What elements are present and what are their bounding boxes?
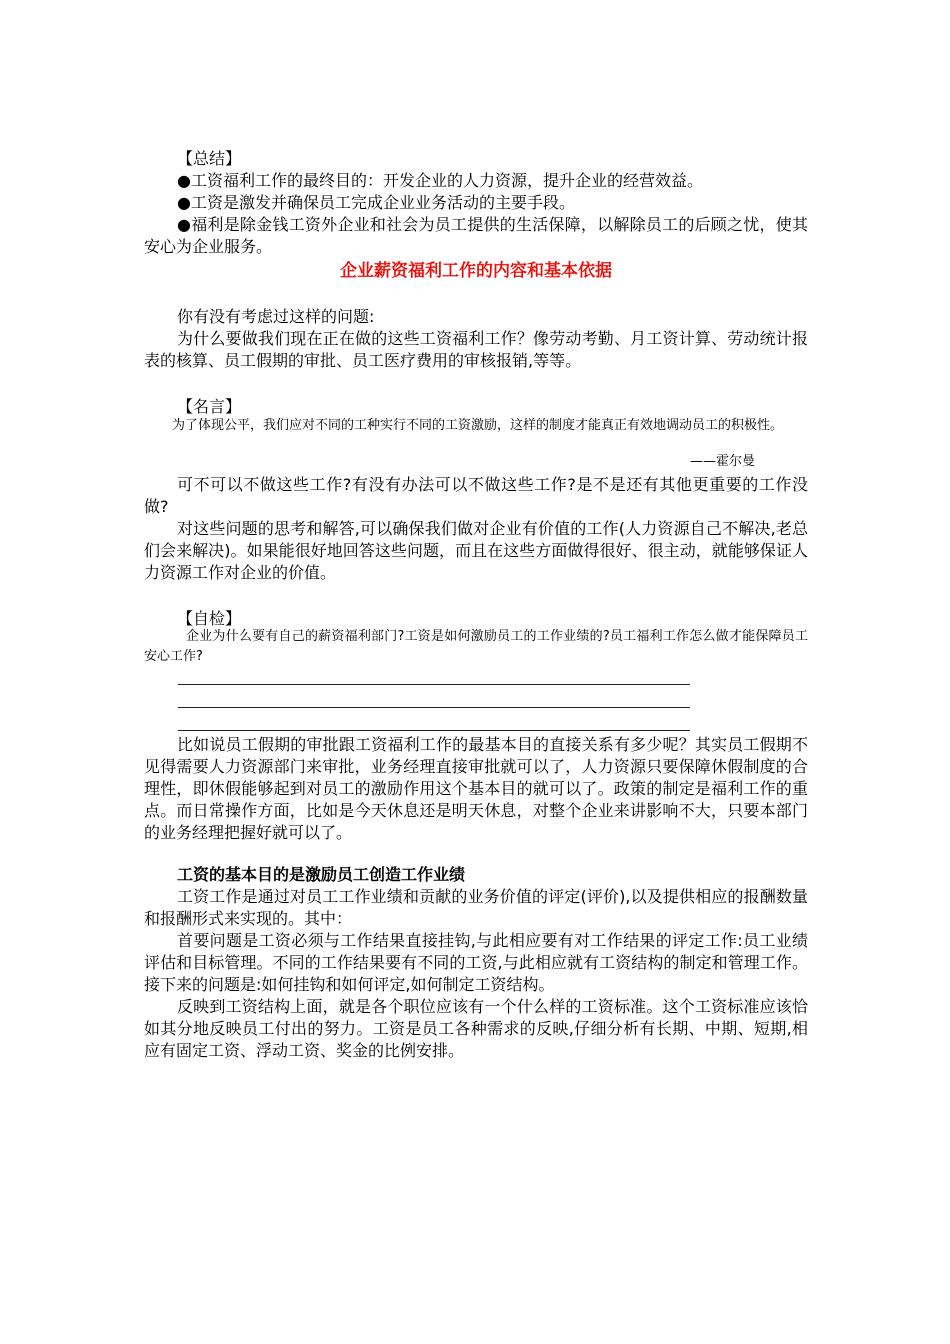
wage-paragraph: 反映到工资结构上面，就是各个职位应该有一个什么样的工资标准。这个工资标准应该恰如其分地反映员工付出的努力。工资是员工各种需求的反映,仔细分析有长期、中期、短期,相应有固定工资、浮动工资、奖金的比例安排。 bbox=[144, 997, 808, 1060]
paragraph-answers: 对这些问题的思考和解答,可以确保我们做对企业有价值的工作(人力资源自己不解决,老总们会来解决)。如果能很好地回答这些问题，而且在这些方面做得很好、很主动，就能够保证人力资源工作对企业的价值。 bbox=[144, 519, 808, 582]
selfcheck-text: 企业为什么要有自己的薪资福利部门?工资是如何激励员工的工作业绩的?员工福利工作怎么做才能保障员工安心工作? bbox=[144, 629, 808, 664]
paragraph-questions: 可不可以不做这些工作?有没有办法可以不做这些工作?是不是还有其他更重要的工作没做? bbox=[144, 475, 808, 516]
quote-author: ——霍尔曼 bbox=[690, 454, 756, 469]
wage-heading: 工资的基本目的是激励员工创造工作业绩 bbox=[177, 865, 466, 884]
answer-line[interactable] bbox=[178, 684, 690, 685]
section-title: 企业薪资福利工作的内容和基本依据 bbox=[340, 261, 612, 281]
answer-line[interactable] bbox=[178, 707, 690, 708]
quote-text: 为了体现公平，我们应对不同的工种实行不同的工资激励，这样的制度才能真正有效地调动员工的积极性。 bbox=[172, 418, 784, 433]
summary-heading: 【总结】 bbox=[177, 149, 242, 168]
wage-paragraph: 首要问题是工资必须与工作结果直接挂钩,与此相应要有对工作结果的评定工作:员工业绩评估和目标管理。不同的工作结果要有不同的工资,与此相应就有工资结构的制定和管理工作。接下来的问题是:如何挂钩和如何评定,如何制定工资结构。 bbox=[144, 931, 808, 994]
answer-line[interactable] bbox=[178, 730, 690, 731]
summary-bullet: ●工资是激发并确保员工完成企业业务活动的主要手段。 bbox=[177, 193, 575, 212]
quote-heading: 【名言】 bbox=[177, 397, 242, 416]
question-body: 为什么要做我们现在正在做的这些工资福利工作？像劳动考勤、月工资计算、劳动统计报表的核算、员工假期的审批、员工医疗费用的审核报销,等等。 bbox=[144, 329, 808, 370]
summary-bullet: ●福利是除金钱工资外企业和社会为员工提供的生活保障，以解除员工的后顾之忧，使其安心为企业服务。 bbox=[144, 215, 808, 256]
selfcheck-heading: 【自检】 bbox=[177, 609, 242, 628]
wage-paragraph: 工资工作是通过对员工工作业绩和贡献的业务价值的评定(评价),以及提供相应的报酬数量和报酬形式来实现的。其中： bbox=[144, 887, 808, 928]
question-intro: 你有没有考虑过这样的问题: bbox=[177, 307, 375, 326]
summary-bullet: ●工资福利工作的最终目的：开发企业的人力资源，提升企业的经营效益。 bbox=[177, 171, 703, 190]
paragraph-example: 比如说员工假期的审批跟工资福利工作的最基本目的直接关系有多少呢？其实员工假期不见得需要人力资源部门来审批，业务经理直接审批就可以了，人力资源只要保障休假制度的合理性，即休假能够起到对员工的激励作用这个基本目的就可以了。政策的制定是福利工作的重点。而日常操作方面，比如是今天休息还是明天休息，对整个企业来讲影响不大，只要本部门的业务经理把握好就可以了。 bbox=[144, 735, 808, 842]
